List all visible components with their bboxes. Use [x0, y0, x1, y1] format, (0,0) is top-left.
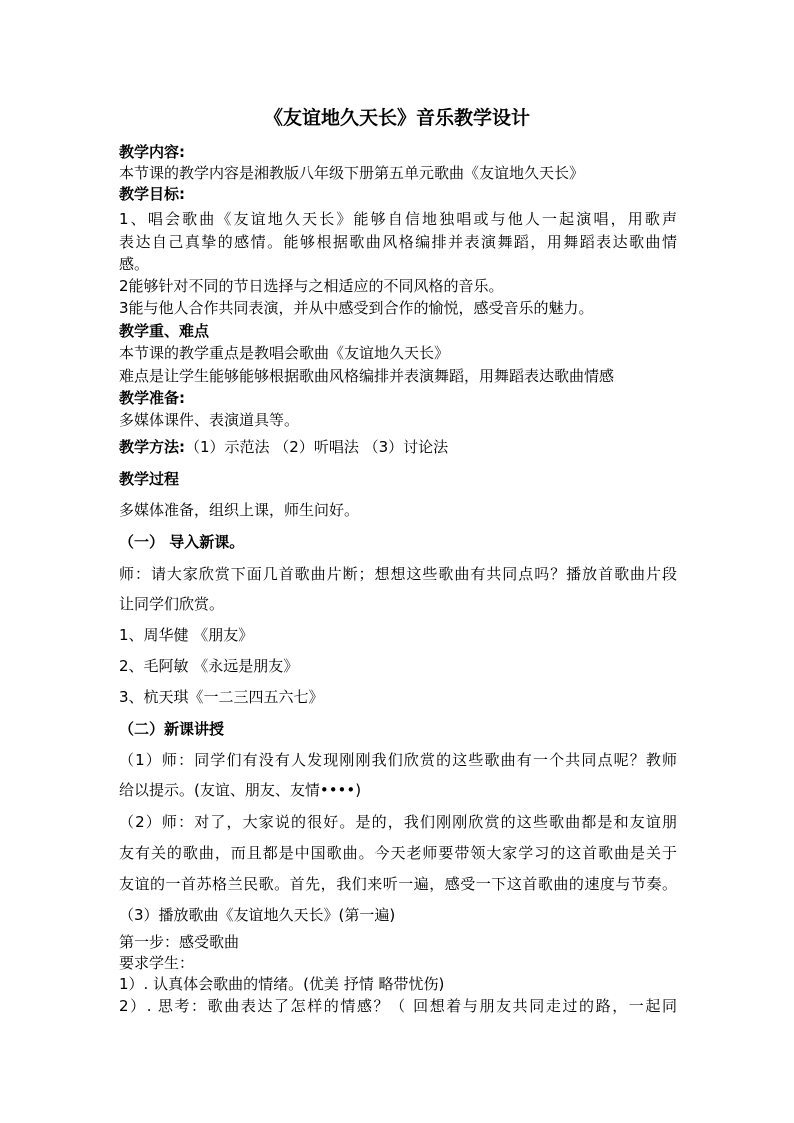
prep-heading: 教学准备: [119, 389, 185, 407]
goal-1-line-3: 感。 [119, 255, 150, 273]
requirements-label: 要求学生： [119, 954, 195, 972]
process-heading: 教学过程 [119, 470, 180, 488]
goal-2: 2能够针对不同的节日选择与之相适应的不同风格的音乐。 [119, 277, 504, 295]
key-heading: 教学重、难点 [119, 322, 210, 340]
methods-heading: 教学方法: [119, 438, 185, 456]
page-title: 《友谊地久天长》音乐教学设计 [263, 107, 530, 129]
methods-text: （1）示范法 （2）听唱法 （3）讨论法 [185, 438, 449, 456]
difficulty: 难点是让学生能够能够根据歌曲风格编排并表演舞蹈，用舞蹈表达歌曲情感 [119, 367, 615, 385]
methods-line [119, 437, 448, 457]
part-2-heading: （二）新课讲授 [119, 720, 225, 738]
content-heading: 教学内容: [119, 143, 185, 161]
step-1: 第一步：感受歌曲 [119, 933, 240, 951]
goal-1-line-2: 表达自己真挚的感情。能够根据歌曲风格编排并表演舞蹈，用舞蹈表达歌曲情 [119, 233, 677, 251]
paragraph-2-line-2: 友有关的歌曲，而且都是中国歌曲。今天老师要带领大家学习的这首歌曲是关于 [119, 844, 677, 862]
paragraph-3: （3）播放歌曲《友谊地久天长》(第一遍) [119, 906, 396, 924]
paragraph-1-line-1: （1）师：同学们有没有人发现刚刚我们欣赏的这些歌曲有一个共同点呢？教师 [119, 751, 677, 769]
paragraph-2-line-1: （2）师：对了，大家说的很好。是的，我们刚刚欣赏的这些歌曲都是和友谊朋 [119, 813, 677, 831]
song-1: 1、周华健 《朋友》 [119, 626, 254, 644]
prep-text: 多媒体课件、表演道具等。 [119, 411, 300, 429]
part-1-heading: （一） 导入新课。 [119, 533, 245, 551]
requirement-1: 1）. 认真体会歌曲的情绪。(优美 抒情 略带忧伤) [119, 975, 445, 993]
goals-heading: 教学目标: [119, 185, 185, 203]
paragraph-1-line-2: 给以提示。(友谊、朋友、友情••••) [119, 781, 362, 799]
paragraph-2-line-3: 友谊的一首苏格兰民歌。首先，我们来听一遍，感受一下这首歌曲的速度与节奏。 [119, 875, 677, 893]
content-text: 本节课的教学内容是湘教版八年级下册第五单元歌曲《友谊地久天长》 [119, 164, 585, 182]
process-intro: 多媒体准备，组织上课，师生问好。 [119, 501, 360, 519]
part-1-line-2: 让同学们欣赏。 [119, 595, 225, 613]
goal-3: 3能与他人合作共同表演，并从中感受到合作的愉悦，感受音乐的魅力。 [119, 299, 594, 317]
song-2: 2、毛阿敏 《永远是朋友》 [119, 657, 299, 675]
requirement-2: 2）. 思考：歌曲表达了怎样的情感？（ 回想着与朋友共同走过的路，一起同 [119, 997, 677, 1015]
part-1-line-1: 师：请大家欣赏下面几首歌曲片断；想想这些歌曲有共同点吗？播放首歌曲片段 [119, 565, 677, 583]
key-point: 本节课的教学重点是教唱会歌曲《友谊地久天长》 [119, 344, 450, 362]
song-3: 3、杭天琪《一二三四五六七》 [119, 688, 324, 706]
goal-1-line-1: 1、唱会歌曲《友谊地久天长》能够自信地独唱或与他人一起演唱，用歌声 [119, 210, 677, 228]
